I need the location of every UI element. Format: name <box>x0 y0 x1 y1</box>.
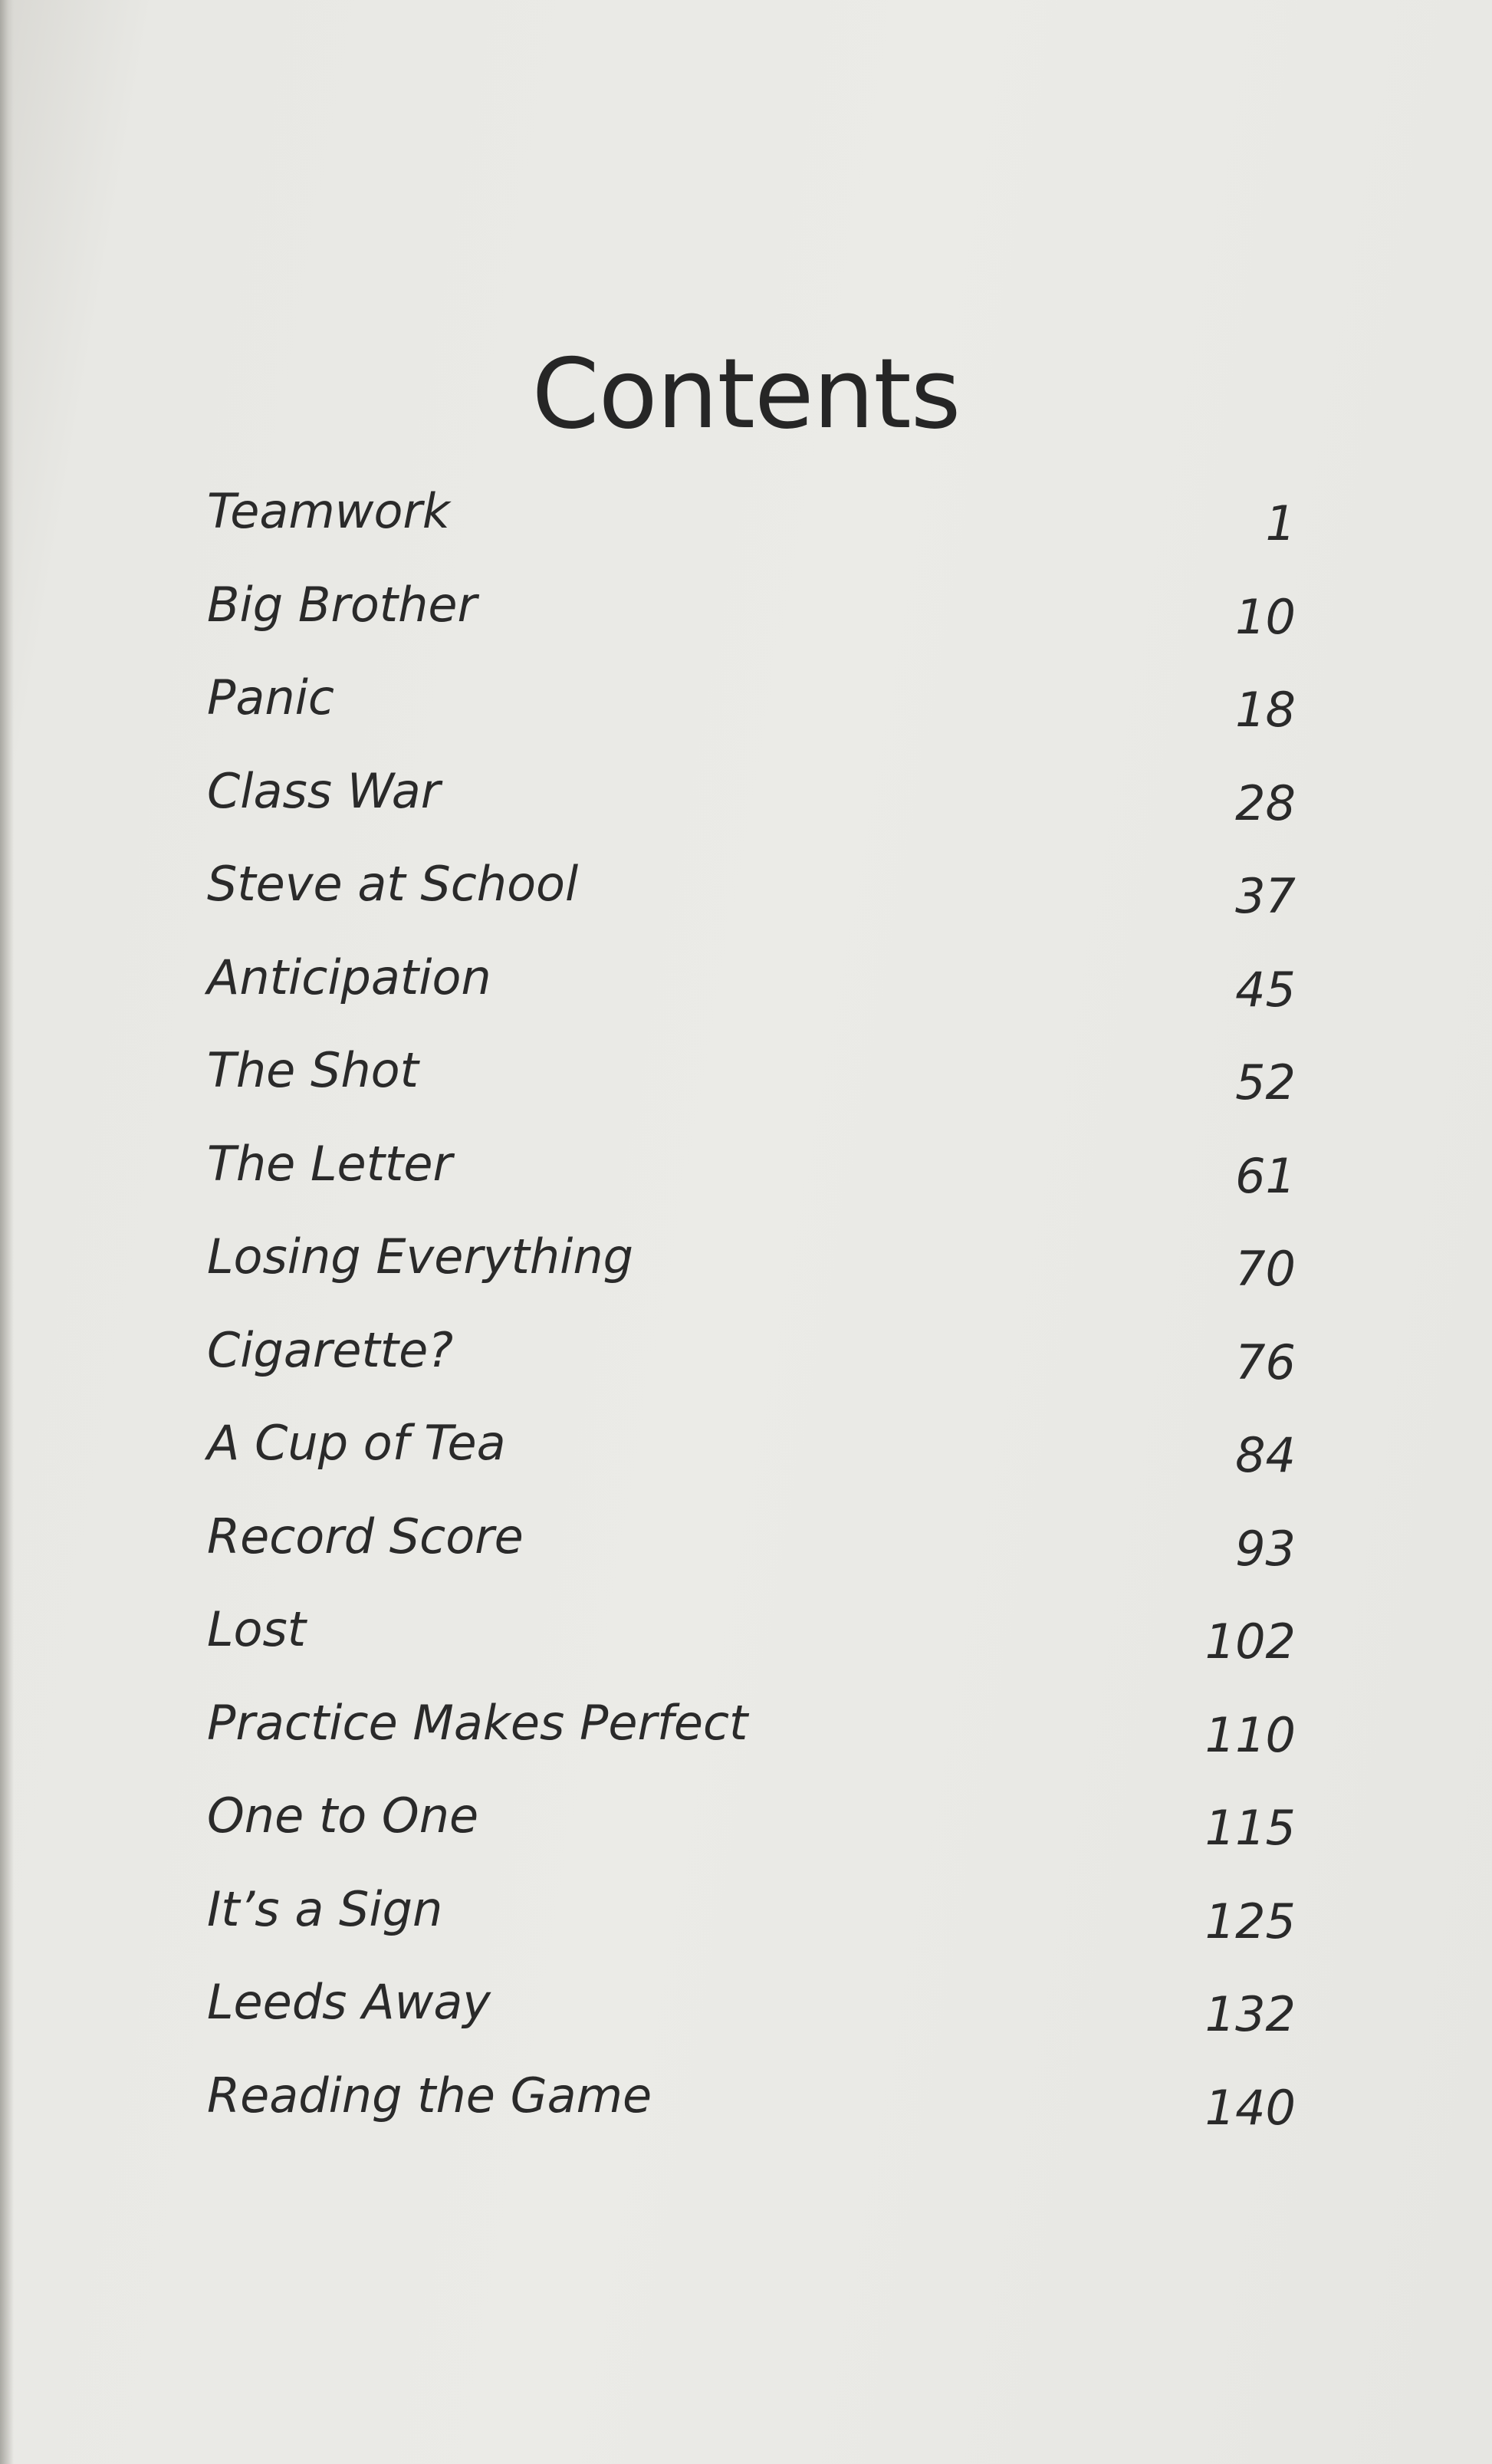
chapter-title: Steve at School <box>207 856 579 912</box>
chapter-title: Teamwork <box>207 483 450 539</box>
page-number: 37 <box>1235 868 1296 924</box>
page-number: 93 <box>1235 1520 1296 1577</box>
chapter-title: Reading the Game <box>207 2067 652 2124</box>
page-number: 18 <box>1235 682 1296 738</box>
page-title: Contents <box>531 337 961 451</box>
toc-entry <box>207 663 1296 757</box>
chapter-title: It’s a Sign <box>207 1880 443 1937</box>
page-number: 125 <box>1204 1893 1296 1949</box>
toc-entry <box>207 757 1296 850</box>
chapter-title: Record Score <box>207 1508 524 1564</box>
toc-entry <box>207 1781 1296 1875</box>
toc-entry <box>207 1316 1296 1410</box>
chapter-title: A Cup of Tea <box>207 1415 506 1471</box>
chapter-title: Losing Everything <box>207 1229 634 1285</box>
table-of-contents <box>207 477 1296 2154</box>
page-number: 110 <box>1204 1706 1296 1763</box>
toc-entry <box>207 1130 1296 1223</box>
chapter-title: Big Brother <box>207 576 478 633</box>
chapter-title: The Letter <box>207 1135 452 1192</box>
toc-entry <box>207 2061 1296 2155</box>
page-number: 132 <box>1204 1986 1296 2042</box>
chapter-title: Panic <box>207 669 334 725</box>
page-number: 10 <box>1235 588 1296 645</box>
chapter-title: Lost <box>207 1601 307 1657</box>
toc-entry <box>207 1409 1296 1502</box>
chapter-title: Anticipation <box>207 949 491 1005</box>
page-number: 84 <box>1235 1427 1296 1483</box>
chapter-title: Leeds Away <box>207 1974 491 2030</box>
chapter-title: Practice Makes Perfect <box>207 1694 748 1751</box>
chapter-title: Class War <box>207 762 441 819</box>
toc-entry <box>207 850 1296 943</box>
page-number: 70 <box>1235 1241 1296 1297</box>
toc-entry <box>207 477 1296 571</box>
page-number: 45 <box>1235 961 1296 1018</box>
page-number: 140 <box>1204 2079 1296 2136</box>
toc-entry <box>207 1875 1296 1969</box>
chapter-title: One to One <box>207 1788 479 1844</box>
toc-entry <box>207 571 1296 664</box>
toc-entry <box>207 943 1296 1037</box>
chapter-title: Cigarette? <box>207 1321 454 1378</box>
toc-entry <box>207 1222 1296 1316</box>
toc-entry <box>207 1968 1296 2061</box>
chapter-title: The Shot <box>207 1042 419 1098</box>
toc-entry <box>207 1595 1296 1689</box>
page-number: 102 <box>1204 1614 1296 1670</box>
toc-entry <box>207 1502 1296 1596</box>
page-number: 115 <box>1204 1800 1296 1856</box>
toc-entry <box>207 1036 1296 1130</box>
page-number: 52 <box>1235 1054 1296 1110</box>
page-number: 28 <box>1235 775 1296 831</box>
toc-entry <box>207 1689 1296 1782</box>
page-number: 61 <box>1235 1147 1296 1204</box>
page-number: 1 <box>1265 495 1296 551</box>
page-number: 76 <box>1235 1334 1296 1390</box>
